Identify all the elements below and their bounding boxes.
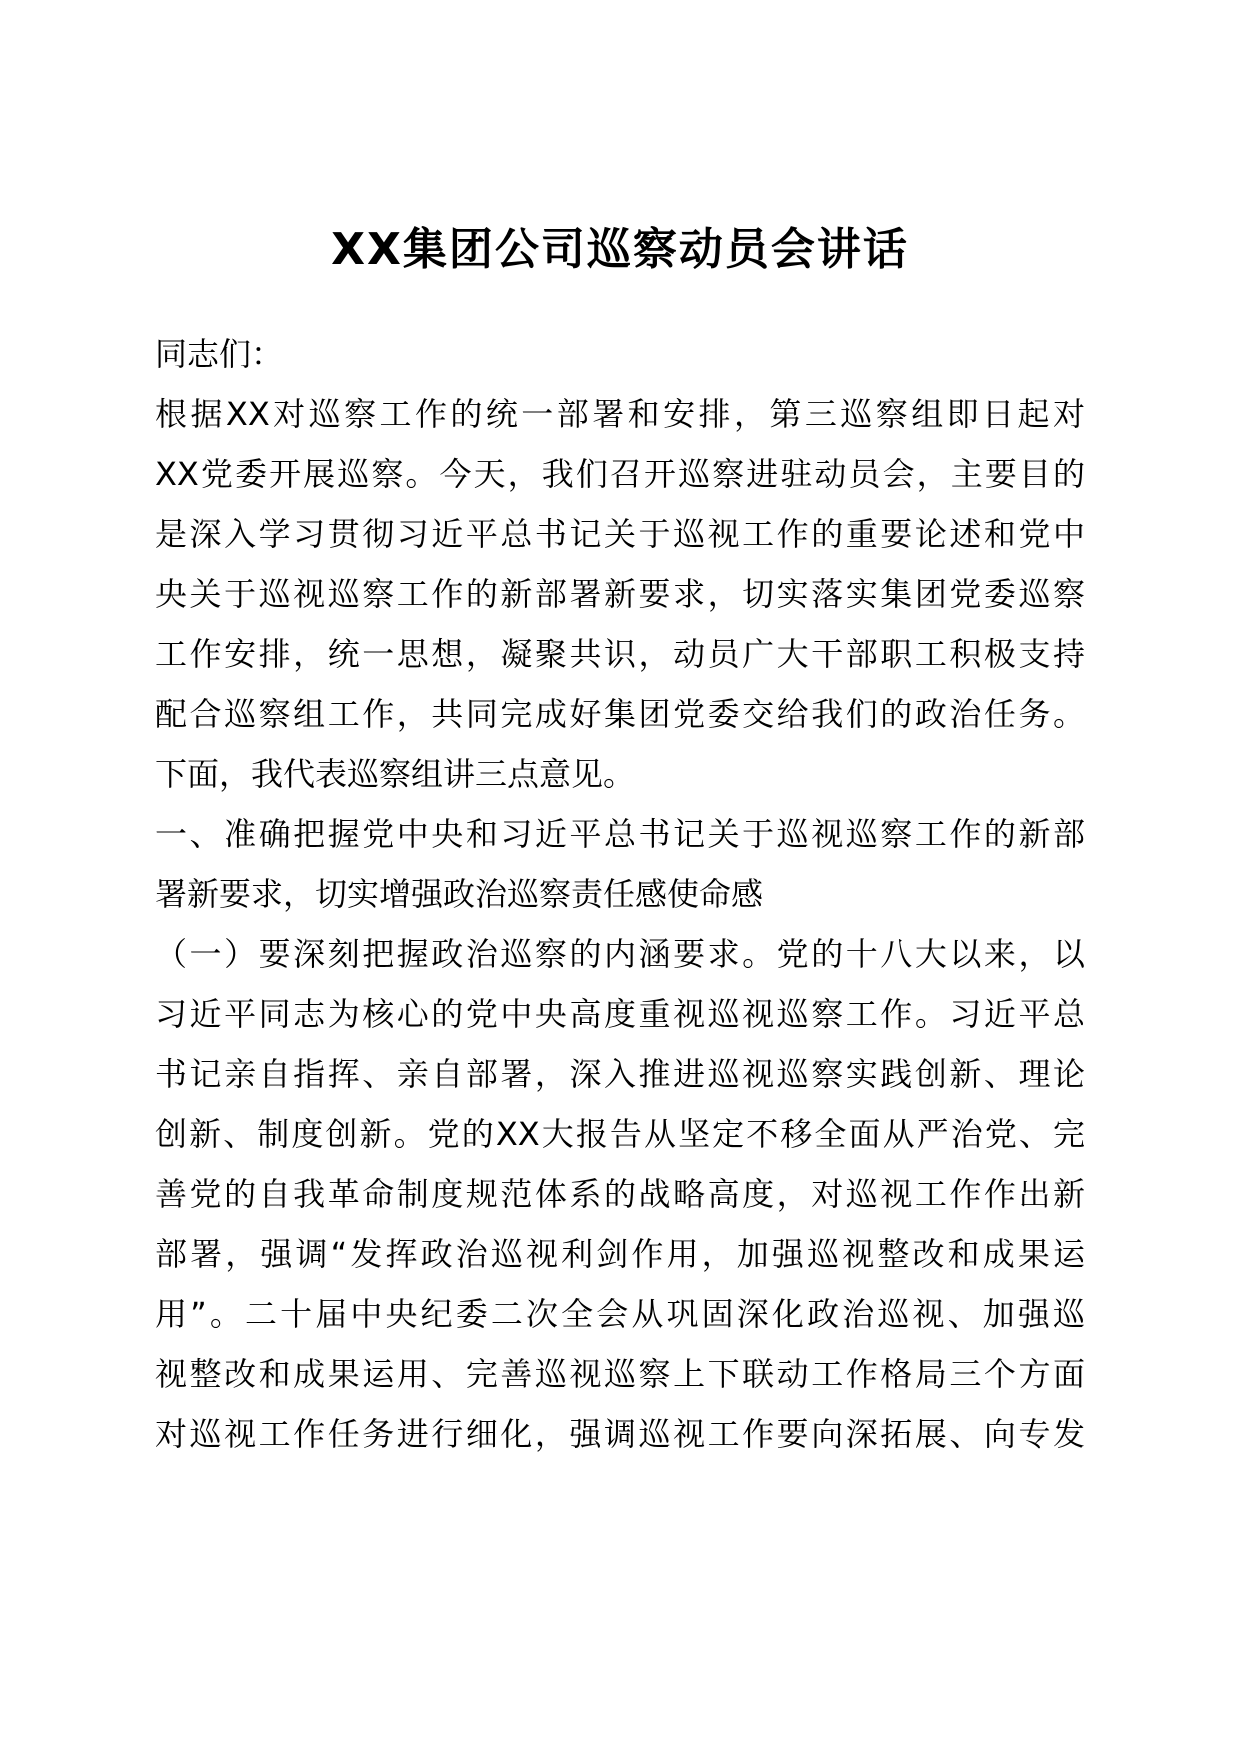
- paragraph-line: 配合巡察组工作，共同完成好集团党委交给我们的政治任务。: [155, 695, 1085, 733]
- paragraph-line: 下面，我代表巡察组讲三点意见。: [155, 755, 636, 793]
- document-title: XX集团公司巡察动员会讲话: [331, 224, 909, 275]
- paragraph-line: 书记亲自指挥、亲自部署，深入推进巡视巡察实践创新、理论: [155, 1055, 1085, 1093]
- section-heading-line: 署新要求，切实增强政治巡察责任感使命感: [155, 875, 764, 913]
- paragraph-line: 创新、制度创新。党的XX大报告从坚定不移全面从严治党、完: [155, 1115, 1085, 1153]
- paragraph-line: 习近平同志为核心的党中央高度重视巡视巡察工作。习近平总: [155, 995, 1085, 1033]
- paragraph-line: XX党委开展巡察。今天，我们召开巡察进驻动员会，主要目的: [155, 455, 1085, 493]
- paragraph-line: 视整改和成果运用、完善巡视巡察上下联动工作格局三个方面: [155, 1355, 1085, 1393]
- paragraph-line: 央关于巡视巡察工作的新部署新要求，切实落实集团党委巡察: [155, 575, 1085, 613]
- salutation: 同志们：: [155, 335, 284, 373]
- paragraph-line: 善党的自我革命制度规范体系的战略高度，对巡视工作作出新: [155, 1175, 1085, 1213]
- paragraph-line: （一）要深刻把握政治巡察的内涵要求。党的十八大以来，以: [155, 935, 1085, 973]
- section-heading-line: 一、准确把握党中央和习近平总书记关于巡视巡察工作的新部: [155, 815, 1085, 853]
- paragraph-line: 根据XX对巡察工作的统一部署和安排，第三巡察组即日起对: [155, 395, 1085, 433]
- paragraph-line: 部署，强调“发挥政治巡视利剑作用，加强巡视整改和成果运: [155, 1235, 1085, 1273]
- paragraph-line: 是深入学习贯彻习近平总书记关于巡视工作的重要论述和党中: [155, 515, 1085, 553]
- paragraph-line: 用”。二十届中央纪委二次全会从巩固深化政治巡视、加强巡: [155, 1295, 1085, 1333]
- paragraph-line: 工作安排，统一思想，凝聚共识，动员广大干部职工积极支持: [155, 635, 1085, 673]
- paragraph-line: 对巡视工作任务进行细化，强调巡视工作要向深拓展、向专发: [155, 1415, 1085, 1453]
